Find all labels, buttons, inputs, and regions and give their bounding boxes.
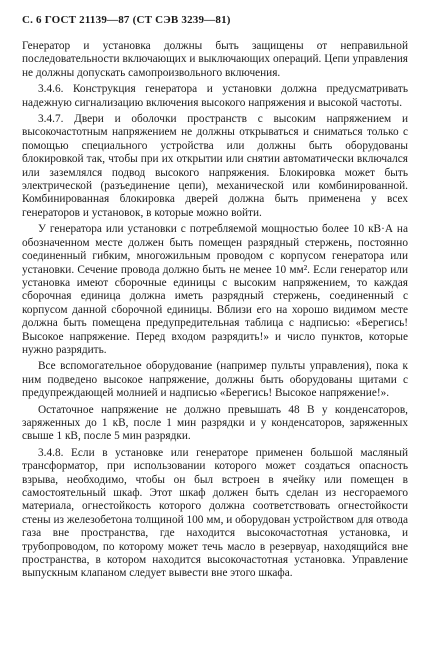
paragraph-residual-voltage: Остаточное напряжение не должно превышать 48 В у конденсаторов, заряженных до 1 кВ, после 1 мин разрядки и у конденсаторов, заряженных свыше 1 кВ, после 5 мин разрядки.: [22, 403, 408, 443]
document-body: [22, 40, 408, 584]
page-header: С. 6 ГОСТ 21139—87 (СТ СЭВ 3239—81): [22, 14, 231, 26]
paragraph-3-4-6: 3.4.6. Конструкция генератора и установки должна предусматривать надежную сигнализацию включения высокого напряжения и высокой частоты.: [22, 83, 408, 109]
paragraph-interlock: Генератор и установка должны быть защищены от неправильной последовательности включающих и выключающих операций. Цепи управления не должны допускать самопроизвольного включения.: [22, 40, 408, 79]
paragraph-3-4-7: 3.4.7. Двери и оболочки пространств с высоким напряжением и высокочастотным напряжением не должны открываться и сниматься только с помощью специального устройства или должны быть оборудованы блокировкой так, чтобы при их открытии или снятии автоматически включался или заземлялся подвод высокого напряжения. Блокировка может быть электрической (разъединение цепи), механической или комбинированной. Комбинированная блокировка дверей должна быть применена у всех генераторов и установок, в которые можно войти.: [22, 113, 408, 219]
paragraph-3-4-8: 3.4.8. Если в установке или генераторе применен большой масляный трансформатор, при использовании которого может создаться опасность взрыва, необходимо, чтобы он был встроен в ячейку или помещен в самостоятельный шкаф. Этот шкаф должен быть сделан из несгораемого материала, огнестойкость которого должна соответствовать огнестойкости стены из железобетона толщиной 100 мм, и оборудован устройством для отвода газа вне пространства, где находится высокочастотная установка, и трубопроводом, по которому может течь масло в резервуар, находящийся вне пространства, в котором находится высокочастотная установка. Управление выпускным клапаном следует вывести вне этого шкафа.: [22, 446, 408, 580]
paragraph-discharge-rod: У генератора или установки с потребляемой мощностью более 10 кВ·А на обозначенном месте должен быть помещен разрядный стержень, постоянно соединенный гибким, многожильным проводом с корпусом генератора или установки. Сечение провода должно быть не менее 10 мм². Если генератор или установка имеют сборочные единицы с высоким напряжением, то каждая сборочная единица должна иметь разрядный стержень, соединенный с корпусом данной сборочной единицы. Вблизи его на хорошо видимом месте должна быть помещена предупредительная таблица с надписью: «Берегись! Высокое напряжение. Перед входом разрядить!» и число пунктов, которые нужно разрядить.: [22, 223, 408, 356]
paragraph-auxiliary-equipment: Все вспомогательное оборудование (например пульты управления), пока к ним подведено высокое напряжение, должны быть оборудованы щитами с предупреждающей молнией и надписью «Берегись! Высокое напряжение!».: [22, 360, 408, 400]
